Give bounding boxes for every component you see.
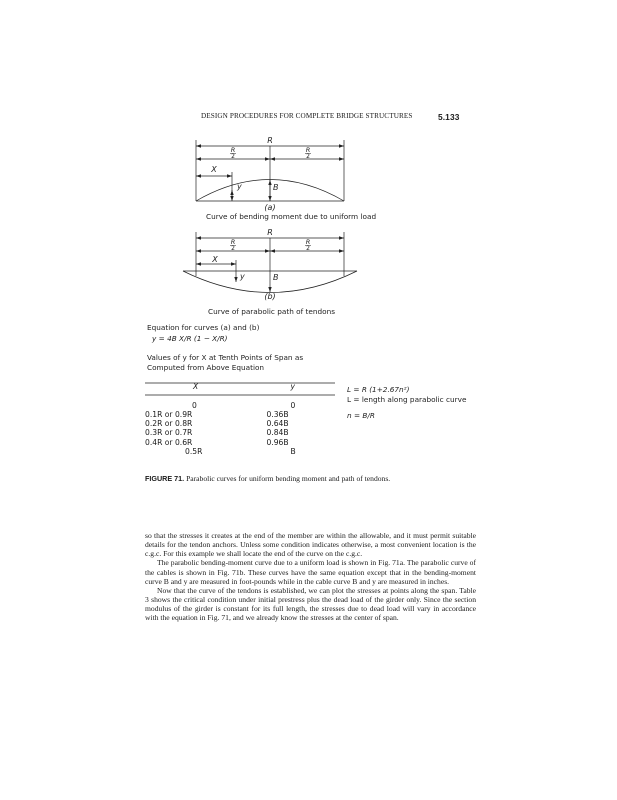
- equation-values-line1: Values of y for X at Tenth Points of Span as: [147, 353, 304, 362]
- table-row: 0.1R or 0.9R 0.36B: [145, 409, 289, 419]
- equation-values-line2: Computed from Above Equation: [147, 363, 265, 372]
- fig-a-label-r2-right-num: R: [305, 146, 311, 154]
- fig-b-label-x: X: [212, 255, 218, 264]
- figure-caption-label: FIGURE 71.: [145, 474, 185, 483]
- equation-intro: Equation for curves (a) and (b): [147, 323, 260, 332]
- fig-b-label-b: B: [273, 273, 279, 282]
- fig-a-tag: (a): [264, 203, 276, 212]
- paragraph-3: Now that the curve of the tendons is established, we can plot the stresses at points along the span. Table 3 shows the critical condition under initial prestress plus the dead load of the girder only. Since the section modulus of the girder is constant for its full length, the stresses due to dead load will vary in accordance with the equation in Fig. 71, and we already know the stresses at the center of span.: [145, 585, 476, 623]
- table-row: 0.5R B: [185, 447, 296, 457]
- fig-a-caption: Curve of bending moment due to uniform load: [206, 212, 377, 221]
- fig-b-label-r2-left-den: 2: [231, 245, 235, 252]
- table-header-y: y: [290, 382, 295, 391]
- fig-b-label-r: R: [267, 228, 273, 237]
- table-row: 0 0: [192, 400, 296, 410]
- fig-a-label-x: X: [211, 165, 217, 174]
- paragraph-1: so that the stresses it creates at the end of the member are within the allowable, and it must permit suitable details for the tendon anchors. Unless some condition indicates otherwise, a most convenient location is the c.g.c. For this example we shall locate the end of the curve on the c.g.c.: [145, 531, 476, 559]
- fig-b-label-r2-left-num: R: [230, 238, 236, 246]
- page-number: 5.133: [438, 112, 460, 122]
- length-definition: L = length along parabolic curve: [347, 395, 467, 404]
- fig-b-caption: Curve of parabolic path of tendons: [208, 307, 336, 316]
- fig-a-label-r: R: [267, 136, 273, 145]
- table-row: 0.4R or 0.6R 0.96B: [145, 437, 289, 447]
- values-table: [145, 382, 337, 456]
- fig-a-label-r2-left-den: 2: [231, 153, 235, 160]
- fig-b-tag: (b): [264, 292, 276, 301]
- length-formula: L = R (1+2.67n²): [347, 385, 410, 394]
- table-row: 0.2R or 0.8R 0.64B: [145, 419, 289, 429]
- table-header-x: X: [193, 382, 199, 391]
- n-formula: n = B/R: [347, 411, 375, 420]
- fig-a-label-r2-left-num: R: [230, 146, 236, 154]
- fig-b-label-y: y: [240, 272, 245, 281]
- figure-caption-text: Parabolic curves for uniform bending moment and path of tendons.: [186, 474, 391, 483]
- fig-a-label-r2-right-den: 2: [306, 153, 310, 160]
- fig-b-label-r2-right-num: R: [305, 238, 311, 246]
- fig-a-label-y: y: [237, 182, 242, 191]
- fig-a-label-b: B: [273, 183, 279, 192]
- table-row: 0.3R or 0.7R 0.84B: [145, 428, 289, 438]
- paragraph-2: The parabolic bending-moment curve due to a uniform load is shown in Fig. 71a. The parabolic curve of the cables is shown in Fig. 71b. These curves have the same equation except that in the bending-moment curve B and y are measured in foot-pounds while in the cable curve B and y are measured in inches.: [145, 558, 476, 586]
- table-header-row: [145, 382, 337, 391]
- figure-caption: [145, 474, 415, 484]
- equation-formula: y = 4B X/R (1 − X/R): [152, 334, 228, 343]
- body-text: [145, 531, 476, 623]
- running-header-title: DESIGN PROCEDURES FOR COMPLETE BRIDGE STRUCTURES: [201, 112, 413, 120]
- fig-b-label-r2-right-den: 2: [306, 245, 310, 252]
